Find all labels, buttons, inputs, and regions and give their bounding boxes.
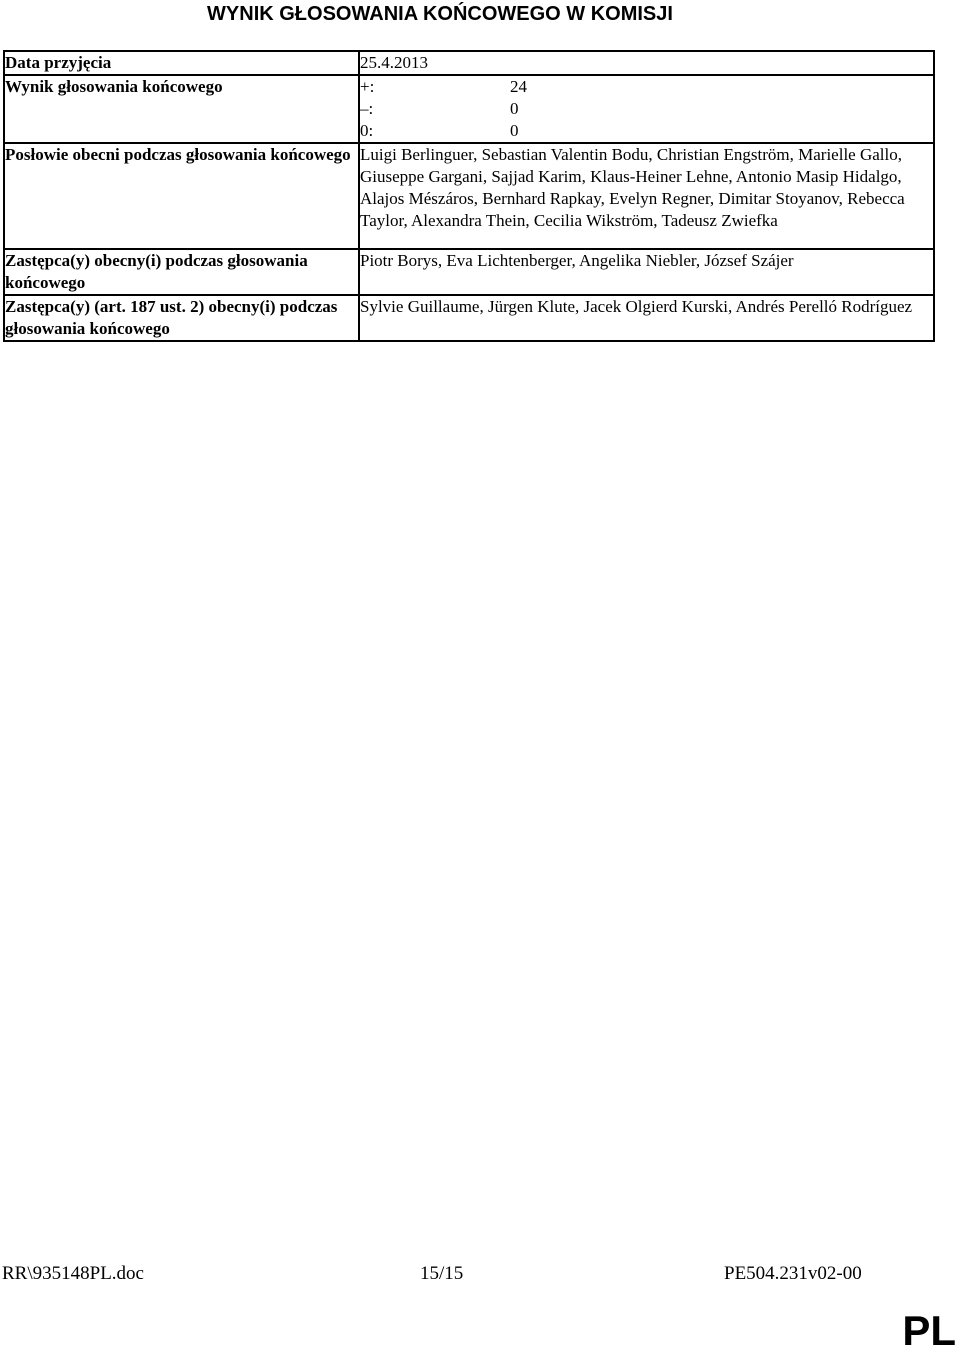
members-row (4, 143, 934, 249)
score-for (360, 76, 933, 98)
document-reference: RR\935148PL.doc (2, 1263, 144, 1284)
page-number: 15/15 (420, 1263, 464, 1284)
substitutes-row (4, 249, 934, 295)
score-abstain (360, 120, 933, 142)
score-count: 0 (510, 121, 519, 140)
language-code: PL (902, 1307, 956, 1354)
adoption-row (4, 51, 934, 75)
score-symbol: +: (360, 77, 375, 96)
result-label: Wynik głosowania końcowego (4, 75, 359, 143)
score-count: 0 (510, 99, 519, 118)
result-row (4, 75, 934, 143)
members-names: Luigi Berlinguer, Sebastian Valentin Bodu, Christian Engström, Marielle Gallo, Giuseppe Gargani, Sajjad Karim, Klaus-Heiner Lehne, Antonio Masip Hidalgo, Alajos Mészáros, Bernhard Rapkay, Evelyn Regner, Dimitar Stoyanov, Rebecca Taylor, Alexandra Thein, Cecilia Wikström, Tadeusz Zwiefka (359, 143, 934, 249)
score-against (360, 98, 933, 120)
result-values (359, 75, 934, 143)
substitutes-187-names: Sylvie Guillaume, Jürgen Klute, Jacek Olgierd Kurski, Andrés Perelló Rodríguez (359, 295, 934, 341)
page-title: WYNIK GŁOSOWANIA KOŃCOWEGO W KOMISJI (207, 3, 673, 25)
score-symbol: –: (360, 99, 374, 118)
score-count: 24 (510, 77, 527, 96)
adoption-label: Data przyjęcia (4, 51, 359, 75)
substitutes-label: Zastępca(y) obecny(i) podczas głosowania końcowego (4, 249, 359, 295)
adoption-date: 25.4.2013 (359, 51, 934, 75)
final-vote-table (3, 50, 935, 342)
substitutes-187-label: Zastępca(y) (art. 187 ust. 2) obecny(i) podczas głosowania końcowego (4, 295, 359, 341)
score-symbol: 0: (360, 121, 374, 140)
members-label: Posłowie obecni podczas głosowania końcowego (4, 143, 359, 249)
document-code: PE504.231v02-00 (724, 1263, 862, 1284)
substitutes-187-row (4, 295, 934, 341)
substitutes-names: Piotr Borys, Eva Lichtenberger, Angelika Niebler, József Szájer (359, 249, 934, 295)
